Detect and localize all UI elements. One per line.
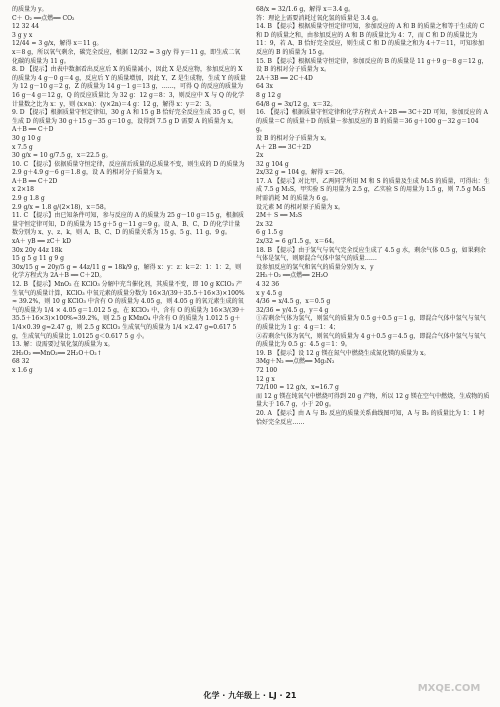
left-line: 2.9 g 1.8 g [12, 195, 45, 203]
right-line: 64/8 g = 3x/12 g，x＝32。 [256, 100, 337, 108]
left-line: x 2×18 [12, 186, 34, 194]
right-line: 12 g x [256, 375, 275, 383]
right-line: 32/36 = y/4.5 g，y＝4 g [256, 306, 329, 314]
left-line: 的质量为 y。 [12, 6, 48, 13]
right-line: 6 g 1.5 g [256, 229, 283, 237]
right-line: 而 12 g 镁在纯氧气中燃烧可得到 20 g 产物，所以 12 g 镁在空气中燃烧，生成物的质量大于 16.7 g，小于 20 g。 [256, 392, 490, 409]
left-line: 10. C 【提示】依据质量守恒定律，反应前后质量的总质量不变，则生成的 D 的质量为 2.9 g＋4.9 g－6 g＝1.8 g，设 A 的相对分子质量为 x。 [12, 160, 245, 177]
left-line: 12/44 = 3 g/x，解得 x＝11 g。 [12, 40, 103, 48]
left-line: 12. B 【提示】MnO₂ 在 KClO₃ 分解中充当催化剂，其质量不变，即 10 g KClO₃ 产生氧气的质量计算，KClO₃ 中氧元素的质量分数为 16×3/(39＋35.5＋16×3)×100% [12, 281, 245, 297]
right-line: 8 g 12 g [256, 91, 282, 99]
page-footer: 化学 · 九年级上 · LJ · 21 [203, 691, 297, 700]
left-line: x 7.5 g [12, 143, 33, 151]
right-line: 32 g 104 g [256, 160, 289, 168]
left-line: ≈ 39.2%，则 10 g KClO₃ 中含有 O 的质量为 4.05 g，则 4.05 g 的氧元素生成的氧气的质量为 1/4 × 4.05 g＝1.012 5 g，在 KClO₃ 中，含有 O 的质量为 16×3/(39＋35.5＋16×3)×100%≈39.2%，则 2.5 g KMnO₄ 中含有 O 的质量为 1.012 5 g＋1/4×0.39 g≈2.47 g，则 2.5 g KClO₃ 生成氧气的质量为 1/4 ×2.47 g≈0.617 5 g，生成氧气的质量比 1.0125 g＜0.617 5 g 小。 [12, 298, 246, 340]
right-line: 72 100 [256, 366, 278, 374]
left-line: 30 g 10 g [12, 134, 41, 142]
left-line: A＋B ══ C＋D [12, 126, 54, 134]
left-line: 2H₂O₂ ══MnO₂══ 2H₂O＋O₂↑ [12, 349, 102, 357]
left-line: 9. D 【提示】根据质量守恒定律知，30 g A 和 15 g B 恰好完全反应生成 35 g C，则生成 D 的质量为 30 g＋15 g－35 g＝10 g，设得到 7.5 g D 需要 A 的质量为 x。 [12, 109, 245, 125]
right-line: 16. 【提示】根据质量守恒定律和化学方程式 A＋2B ══ 3C＋2D 可知，参加反应的 A 的质量＝C 的质量＋D 的质量－参加反应的 B 的质量＝36 g＋100 g－32 g＝104 g。 [256, 109, 488, 134]
watermark-logo: MXQE.COM [417, 682, 481, 694]
left-line: 30x 20y 44z 18k [12, 246, 63, 254]
left-line: 30x/15 g = 20y/5 g = 44z/11 g = 18k/9 g，解得 x：y：z：k＝2：1：1：2，则化学方程式为 2A＋B ══ C＋2D。 [12, 263, 242, 280]
right-line: 2x 32 [256, 220, 273, 228]
columns [12, 6, 490, 427]
right-line: 2x/32 g = 104 g，解得 x＝26。 [256, 169, 349, 177]
left-line: 15 g 5 g 11 g 9 g [12, 255, 65, 263]
right-line: 68/x = 32/1.6 g，解得 x＝3.4 g。 [256, 6, 355, 13]
left-line: A＋B ══ C＋2D [12, 177, 58, 185]
right-column [256, 6, 490, 427]
right-line: 18. B 【提示】由于氢气与氧气完全反应生成了 4.5 g 水，剩余气体 0.5 g，如果剩余气体是氢气，则原混合气体中氢气的质量…… [256, 246, 486, 263]
left-column [12, 6, 246, 427]
right-line: 17. A 【提示】对比甲、乙两同学所用 M 和 S 的质量及生成 M₂S 的质量，可得出：生成 7.5 g M₂S，甲实验 S 的用量为 2.5 g，乙实验 S 的用量为 1.5 g，则 7.5 g M₂S 时需消耗 M 的质量为 6 g。 [256, 177, 490, 203]
left-line: 8. D 【提示】由表中数据看出反应后 X 的质量减小，因此 X 是反应物，参加反应的 X 的质量为 4 g－0 g＝4 g，反应后 Y 的质量增加，因此 Y、Z 是生成物，生成 Y 的质量为 12 g－10 g＝2 g，Z 的质量为 14 g－1 g＝13 g，……，可得 Q 的反应的质量为 16 g－4 g＝12 g，Q 的反应质量比 为 32 g：12 g＝8：3，则反应中 X 与 Q 的化学计量数之比为 x：y，则 (x×n)：(y×2n)＝4 g：12 g，解得 x：y＝2：3。 [12, 66, 246, 108]
right-line: ①若剩余气体为氢气，则氢气的质量为 0.5 g＋0.5 g＝1 g，即混合气体中氢气与氧气的质量比为 1 g：4 g＝1：4； [256, 315, 486, 331]
right-line: 2A＋3B ══ 2C＋4D [256, 74, 313, 82]
right-line: 20. A 【提示】由 A 与 B₂ 反应的质量关系曲线图可知，A 与 B₂ 的质量比为 1：1 时恰好完全反应…… [256, 409, 485, 426]
left-line: xA＋ yB ══ zC＋ kD [12, 238, 72, 246]
right-line: 设 B 的相对分子质量为 x。 [256, 134, 331, 142]
right-line: 设元素 M 的相对原子质量为 x。 [256, 203, 344, 211]
right-line: 2x/32 = 6 g/1.5 g，x＝64。 [256, 238, 339, 246]
right-line: 15. B 【提示】根据质量守恒定律，参加反应的 B 的质量是 11 g＋9 g－8 g＝12 g，设 B 的相对分子质量为 x。 [256, 57, 488, 74]
right-line: 14. B 【提示】根据质量守恒定律可知，参加反应的 A 和 B 的质量之和等于生成的 C 和 D 的质量之和，由参加反应的 A 和 B 的质量比为 4：7，而 C 和 D 的质量比为 11：9，若 A、B 恰好完全反应，则生成 C 和 D 的质量之和为 4＋7＝11，可知参加反应的 B 的质量为 15 g。 [256, 23, 485, 56]
right-line: A＋ 2B ══ 3C＋2D [256, 143, 311, 151]
right-line: x y 4.5 g [256, 289, 283, 297]
left-line: 13. 解：设需要过氧化氢的质量为 x。 [12, 341, 114, 349]
right-line: 2M＋ S ══ M₂S [256, 212, 303, 220]
right-line: 4 32 36 [256, 281, 280, 288]
right-line: 设参加反应的氢气和氧气的质量分别为 x、y [256, 263, 374, 271]
left-line: x 1.6 g [12, 366, 33, 374]
right-line: 3Mg＋N₂ ══点燃══ Mg₃N₂ [256, 358, 335, 366]
left-line: C＋ O₂ ══点燃══ CO₂ [12, 14, 75, 22]
right-line: 答：理论上需要消耗过氧化氢的质量是 3.4 g。 [256, 14, 383, 22]
left-line: 2.9 g/x = 1.8 g/(2×18)，x＝58。 [12, 203, 110, 211]
left-line: 30 g/x = 10 g/7.5 g，x＝22.5 g。 [12, 152, 112, 160]
right-line: 19. B 【提示】设 12 g 镁在氮气中燃烧生成氮化镁的质量为 x。 [256, 349, 430, 357]
left-line: 11. C 【提示】由已知条件可知，参与反应的 A 的质量为 25 g－10 g＝15 g，根据质量守恒定律可知，D 的质量为 15 g＋5 g－11 g＝9 g。设 A、B、C、D 的化学计量数分别为 x、y、z、k，则 A、B、C、D 的质量关系为 15 g、5 g、11 g、9 g。 [12, 212, 244, 237]
left-line: 12 32 44 [12, 23, 39, 31]
left-line: 3 g y x [12, 31, 33, 39]
right-line: 2x [256, 152, 264, 160]
right-line: 2H₂＋O₂ ══点燃══ 2H₂O [256, 272, 328, 280]
left-line: 68 32 [12, 358, 30, 366]
right-line: 72/100 = 12 g/x，x≈16.7 g [256, 384, 339, 392]
right-line: ②若剩余气体为氧气，则氧气的质量为 4 g＋0.5 g＝4.5 g，即混合气体中氢气与氧气的质量比为 0.5 g：4.5 g＝1：9。 [256, 332, 486, 349]
left-line: x＝8 g，所以氧气剩余，碳完全反应，根据 12/32 = 3 g/y 得 y＝11 g，即生成二氧化碳的质量为 11 g。 [12, 48, 241, 65]
right-line: 64 3x [256, 83, 273, 91]
right-line: 4/36 = x/4.5 g，x＝0.5 g [256, 298, 331, 306]
